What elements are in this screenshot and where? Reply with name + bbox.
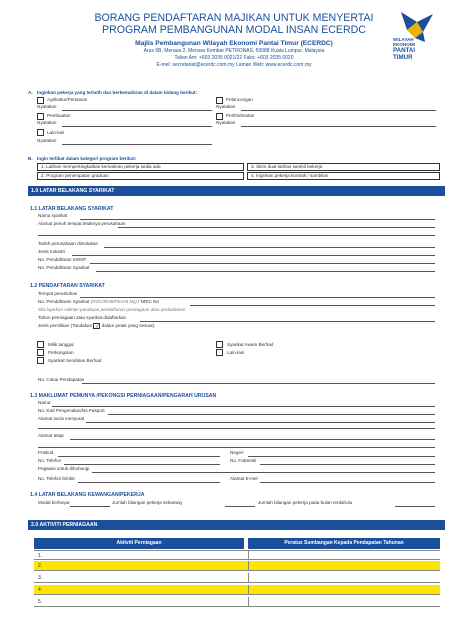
input-line[interactable] bbox=[62, 110, 212, 111]
tick-mark: √ bbox=[95, 323, 99, 330]
option-pembuatan: Pembuatan bbox=[47, 113, 71, 118]
field-poskod: Poskod bbox=[38, 450, 54, 455]
organisation-contact: E-mel: secretariat@ecerdc.com.my Laman Web: www.ecerdc.com.my bbox=[156, 62, 312, 68]
field-pegawai: Pegawai untuk dihubungi bbox=[38, 466, 90, 471]
input-line[interactable] bbox=[38, 447, 435, 448]
checkbox-agrikultur[interactable] bbox=[37, 97, 44, 104]
table-row[interactable] bbox=[34, 585, 440, 595]
input-line[interactable] bbox=[82, 383, 435, 384]
field-pekerja-sekarang: Jumlah bilangan pekerja sekarang bbox=[112, 500, 182, 505]
input-line[interactable] bbox=[70, 439, 435, 440]
input-line[interactable] bbox=[260, 482, 435, 483]
field-negeri: Negeri bbox=[230, 450, 244, 455]
input-line[interactable] bbox=[52, 406, 435, 407]
input-line[interactable] bbox=[395, 506, 435, 507]
checkbox-pembuatan[interactable] bbox=[37, 113, 44, 120]
checkbox-sdn-bhd[interactable] bbox=[37, 357, 44, 364]
row-number: 1. bbox=[38, 553, 43, 559]
section-2-header bbox=[28, 520, 445, 530]
table-row[interactable] bbox=[34, 550, 440, 560]
section-2-title: 2.0 AKTIVITI PERNIAGAAN bbox=[31, 522, 98, 528]
column-divider bbox=[248, 597, 249, 606]
pemilikan-instruction-end: dalam petak yang sesuai). bbox=[101, 323, 156, 329]
logo-line2: EKONOMI bbox=[393, 42, 415, 47]
field-alamat-tetap: Alamat tetap bbox=[38, 433, 64, 438]
table-header-peratus: Peratus Sumbangan Kepada Pendapatan Tahunan bbox=[248, 538, 440, 549]
input-line[interactable] bbox=[108, 414, 435, 415]
section-b-label: B. bbox=[28, 156, 33, 161]
form-title-line2: PROGRAM PEMBANGUNAN MODAL INSAN ECERDC bbox=[102, 24, 366, 36]
label-nyatakan: Nyatakan bbox=[216, 104, 236, 109]
field-cukai: No. Cukai Pendapatan bbox=[38, 377, 85, 382]
attachment-note: Sila lapirkan salinan perakuan pendaftaran perniagaan atau perbadanan bbox=[38, 307, 186, 312]
logo-line1: WILAYAH bbox=[393, 37, 414, 42]
input-line[interactable] bbox=[241, 110, 436, 111]
option-perkongsian: Perkongsian bbox=[48, 350, 74, 355]
option-milik-tunggal: Milik tunggal bbox=[48, 342, 74, 347]
table-row[interactable] bbox=[34, 573, 440, 583]
input-line[interactable] bbox=[80, 297, 435, 298]
label-nyatakan: Nyatakan bbox=[37, 138, 57, 143]
field-pendaftaran-hint: (ROC/ROB/Permit No) bbox=[90, 299, 137, 304]
input-line[interactable] bbox=[190, 305, 435, 306]
input-line[interactable] bbox=[38, 235, 435, 236]
organisation-phone: Talian Am: +603 2035 0021/22 Faks: +603 2035 0020 bbox=[174, 55, 294, 61]
field-email: Alamat E-mel bbox=[230, 476, 258, 481]
section-1-3-title: 1.3 MAKLUMAT PEMUNYA /PEKONGSI PERNIAGAAN/PENGARAH URUSAN bbox=[30, 393, 217, 399]
input-line[interactable] bbox=[62, 144, 212, 145]
logo-line4: TIMUR bbox=[393, 54, 413, 61]
field-tahun: Tahun perniagaan atau syarikat didaftarkan bbox=[38, 315, 127, 320]
section-1-title: 1.0 LATAR BELAKANG SYARIKAT bbox=[31, 188, 115, 194]
input-line[interactable] bbox=[78, 482, 220, 483]
input-line[interactable] bbox=[80, 219, 435, 220]
section-a-label: A. bbox=[28, 90, 33, 95]
program-option-1: 1. Latihan mempertingkatkan kemahiran pekerja sedia ada bbox=[41, 164, 161, 169]
field-jenis-industri: Jenis Industri bbox=[38, 249, 66, 254]
label-nyatakan: Nyatakan bbox=[216, 120, 236, 125]
checkbox-milik-tunggal[interactable] bbox=[37, 341, 44, 348]
field-faks: No. Faksimili bbox=[230, 458, 257, 463]
input-line[interactable] bbox=[86, 422, 435, 423]
program-option-3: 3. Skim dual-latihan sambil bekerja bbox=[251, 164, 323, 169]
option-pelancongan: Pelancongan bbox=[226, 97, 253, 102]
form-title-line1: BORANG PENDAFTARAN MAJIKAN UNTUK MENYERTAI bbox=[94, 12, 374, 24]
option-lain-lain-pemilikan: Lain-lain bbox=[227, 350, 245, 355]
field-bimbit: No. Telefon bimbit bbox=[38, 476, 75, 481]
section-1-2-title: 1.2 PENDAFTARAN SYARIKAT bbox=[30, 283, 105, 289]
column-divider bbox=[248, 585, 249, 594]
input-line[interactable] bbox=[72, 255, 435, 256]
row-number: 4. bbox=[38, 587, 43, 593]
field-pendaftaran-label: No. Pendaftaran Syarikat bbox=[38, 299, 90, 304]
input-line[interactable] bbox=[70, 506, 110, 507]
logo-text bbox=[393, 37, 441, 61]
field-modal: Modal berbayar bbox=[38, 500, 70, 505]
field-ic: No. Kad Pengenalan/No.Pasport bbox=[38, 408, 105, 413]
field-alamat-surat: Alamat surat menyurat bbox=[38, 416, 85, 421]
row-number: 5. bbox=[38, 599, 43, 605]
section-1-header bbox=[28, 186, 445, 196]
pemilikan-instruction: Jenis pemilikan (Tandakan bbox=[38, 323, 93, 329]
row-number: 2. bbox=[38, 563, 43, 569]
input-line[interactable] bbox=[225, 506, 255, 507]
field-nric-label: / NRIC No bbox=[138, 299, 160, 304]
checkbox-lain-lain-pemilikan[interactable] bbox=[216, 349, 223, 356]
input-line[interactable] bbox=[92, 472, 435, 473]
column-divider bbox=[248, 561, 249, 570]
form-title bbox=[84, 12, 384, 36]
column-divider bbox=[248, 573, 249, 582]
input-line[interactable] bbox=[62, 126, 212, 127]
field-nama: Nama bbox=[38, 400, 51, 405]
option-lain-lain: Lain-lain bbox=[47, 130, 65, 135]
input-line[interactable] bbox=[90, 263, 435, 264]
section-1-4-title: 1.4 LATAR BELAKANG KEWANGAN/PEKERJA bbox=[30, 492, 145, 498]
input-line[interactable] bbox=[58, 456, 220, 457]
input-line[interactable] bbox=[260, 464, 435, 465]
input-line[interactable] bbox=[241, 126, 436, 127]
checkbox-pelancongan[interactable] bbox=[216, 97, 223, 104]
input-line[interactable] bbox=[38, 428, 435, 429]
row-number: 3. bbox=[38, 575, 43, 581]
field-kwsp: No. Pendaftaran KWSP bbox=[38, 257, 87, 262]
logo-line3: PANTAI bbox=[393, 47, 416, 54]
option-sdn-bhd: Syarikat Sendirian Berhad bbox=[48, 358, 102, 363]
field-tarikh: Tarikh perusahaan dimulakan bbox=[38, 241, 99, 246]
field-no-syarikat: No. Pendaftaran Syarikat bbox=[38, 265, 90, 270]
input-line[interactable] bbox=[248, 456, 435, 457]
option-agrikultur: Agrikultur/Pertanian bbox=[47, 97, 88, 102]
section-1-1-title: 1.1 LATAR BELAKANG SYARIKAT bbox=[30, 206, 114, 212]
organisation-address: Aras 6B, Menara 2, Menara Kembar PETRONAS, 50088 Kuala Lumpur, Malaysia bbox=[143, 48, 325, 54]
table-row[interactable] bbox=[34, 597, 440, 607]
tick-sample-box bbox=[93, 323, 100, 329]
field-nama-syarikat: Nama syarikat bbox=[38, 213, 68, 218]
field-tempat-penubuhan: Tempat penubuhan bbox=[38, 291, 78, 296]
program-option-4: 4. Inginkan pekerja kontrak / sambilan bbox=[251, 173, 329, 178]
field-pekerja-terdahulu: Jumlah bilangan pekerja pada bulan terdahulu bbox=[258, 500, 353, 505]
checkbox-perkongsian[interactable] bbox=[37, 349, 44, 356]
label-nyatakan: Nyatakan bbox=[37, 104, 57, 109]
checkbox-perkhidmatan[interactable] bbox=[216, 113, 223, 120]
input-line[interactable] bbox=[104, 247, 435, 248]
section-a-question: Inginkan pekerja yang terlatih dan berkemahiran di dalam bidang berikut: bbox=[37, 90, 198, 95]
program-option-2: 2. Program penempatan graduan bbox=[41, 173, 109, 178]
field-alamat: Alamat penuh tempat letaknya perusahaan bbox=[38, 221, 126, 226]
organisation-name: Majlis Pembangunan Wilayah Ekonomi Pantai Timur (ECERDC) bbox=[135, 40, 333, 47]
checkbox-lain-lain[interactable] bbox=[37, 129, 44, 136]
table-header-aktiviti: Aktiviti Perniagaan bbox=[34, 538, 244, 549]
option-berhad: Syarikat Awam Berhad bbox=[227, 342, 274, 347]
option-perkhidmatan: Perkhidmatan bbox=[226, 113, 255, 118]
table-row[interactable] bbox=[34, 561, 440, 571]
label-nyatakan: Nyatakan bbox=[37, 120, 57, 125]
input-line[interactable] bbox=[118, 227, 435, 228]
field-telefon: No. Telefon bbox=[38, 458, 62, 463]
input-line[interactable] bbox=[140, 321, 435, 322]
field-pendaftaran bbox=[38, 299, 159, 305]
checkbox-berhad[interactable] bbox=[216, 341, 223, 348]
section-b-question: Ingin terlibat dalam kategori program berikut: bbox=[37, 156, 137, 161]
input-line[interactable] bbox=[96, 271, 435, 272]
input-line[interactable] bbox=[64, 464, 220, 465]
field-jenis-pemilikan bbox=[38, 323, 155, 329]
column-divider bbox=[248, 551, 249, 559]
